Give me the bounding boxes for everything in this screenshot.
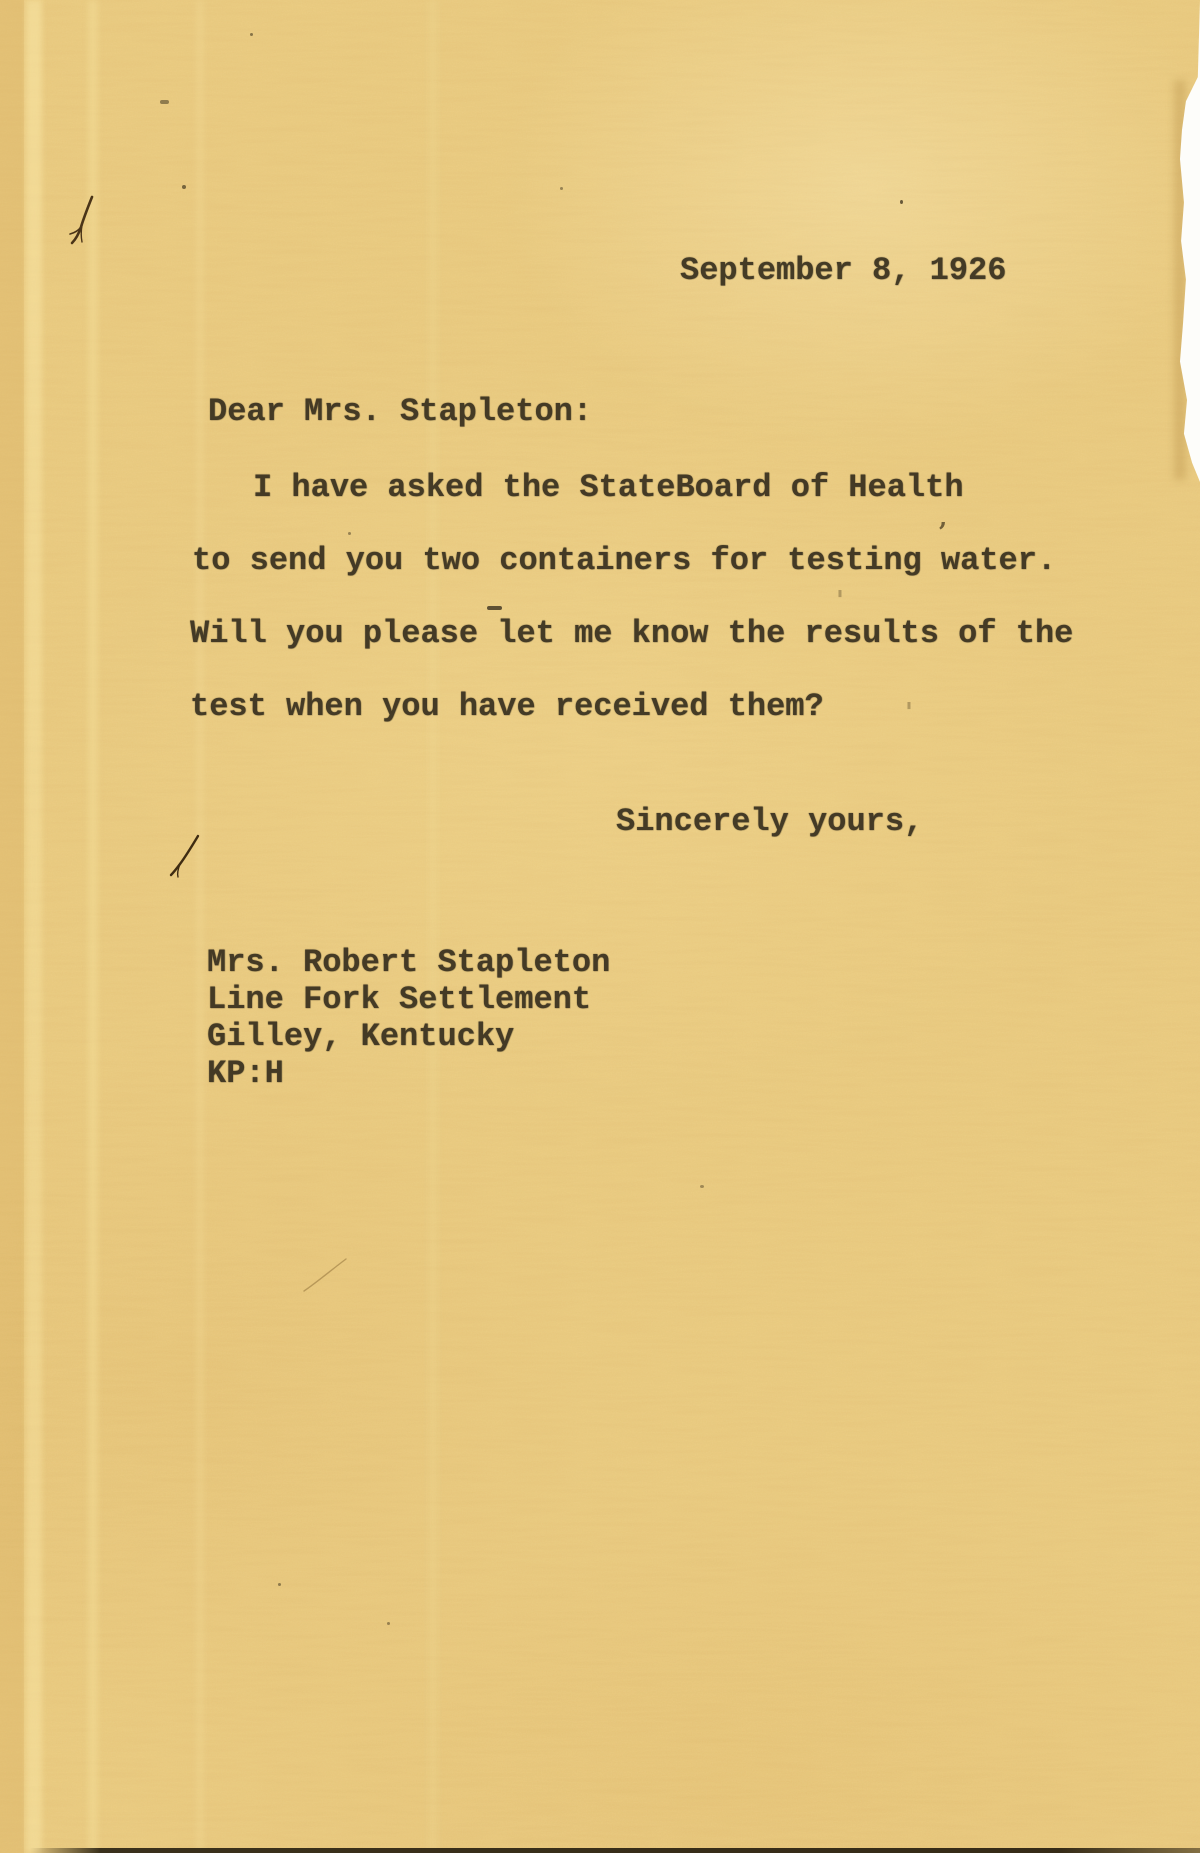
stray-pen-mark: ' [836, 586, 844, 616]
ink-speck [387, 1622, 390, 1625]
ink-speck [160, 100, 169, 104]
recipient-city-line: Gilley, Kentucky [207, 1018, 515, 1055]
date-line: September 8, 1926 [680, 252, 1007, 289]
body-line-3: Will you please let me know the results of the [190, 615, 1074, 652]
ink-speck [560, 187, 563, 190]
left-edge-shading [0, 0, 24, 1853]
fold-crease [26, 0, 42, 1853]
fiber-hair-artifact [300, 1255, 350, 1295]
closing-line: Sincerely yours, [616, 803, 924, 840]
body-line-1: I have asked the StateBoard of Health [253, 469, 964, 506]
fold-crease [88, 0, 98, 1853]
fold-crease [428, 0, 438, 1853]
torn-edge [1178, 0, 1200, 482]
stray-pen-mark: ' [905, 698, 913, 728]
recipient-name-line: Mrs. Robert Stapleton [207, 944, 611, 981]
torn-edge-shadow [1174, 80, 1186, 480]
ink-speck [278, 1583, 281, 1586]
stray-pen-mark: ’ [938, 518, 948, 548]
fiber-hair-artifact [68, 195, 102, 247]
salutation-line: Dear Mrs. Stapleton: [208, 393, 593, 430]
ink-speck [182, 185, 186, 189]
body-line-2: to send you two containers for testing water. [192, 542, 1057, 579]
stray-dash-mark [487, 606, 502, 610]
ink-speck [700, 1185, 704, 1188]
ink-speck [900, 200, 903, 204]
scan-edge-shadow [30, 1848, 1200, 1853]
body-line-4: test when you have received them? [190, 688, 824, 725]
typist-initials-line: KP:H [207, 1055, 284, 1092]
ink-speck [250, 33, 253, 36]
fiber-hair-artifact [168, 832, 204, 878]
fold-crease [196, 0, 204, 1853]
recipient-settlement-line: Line Fork Settlement [207, 981, 592, 1018]
ink-speck [348, 532, 351, 535]
